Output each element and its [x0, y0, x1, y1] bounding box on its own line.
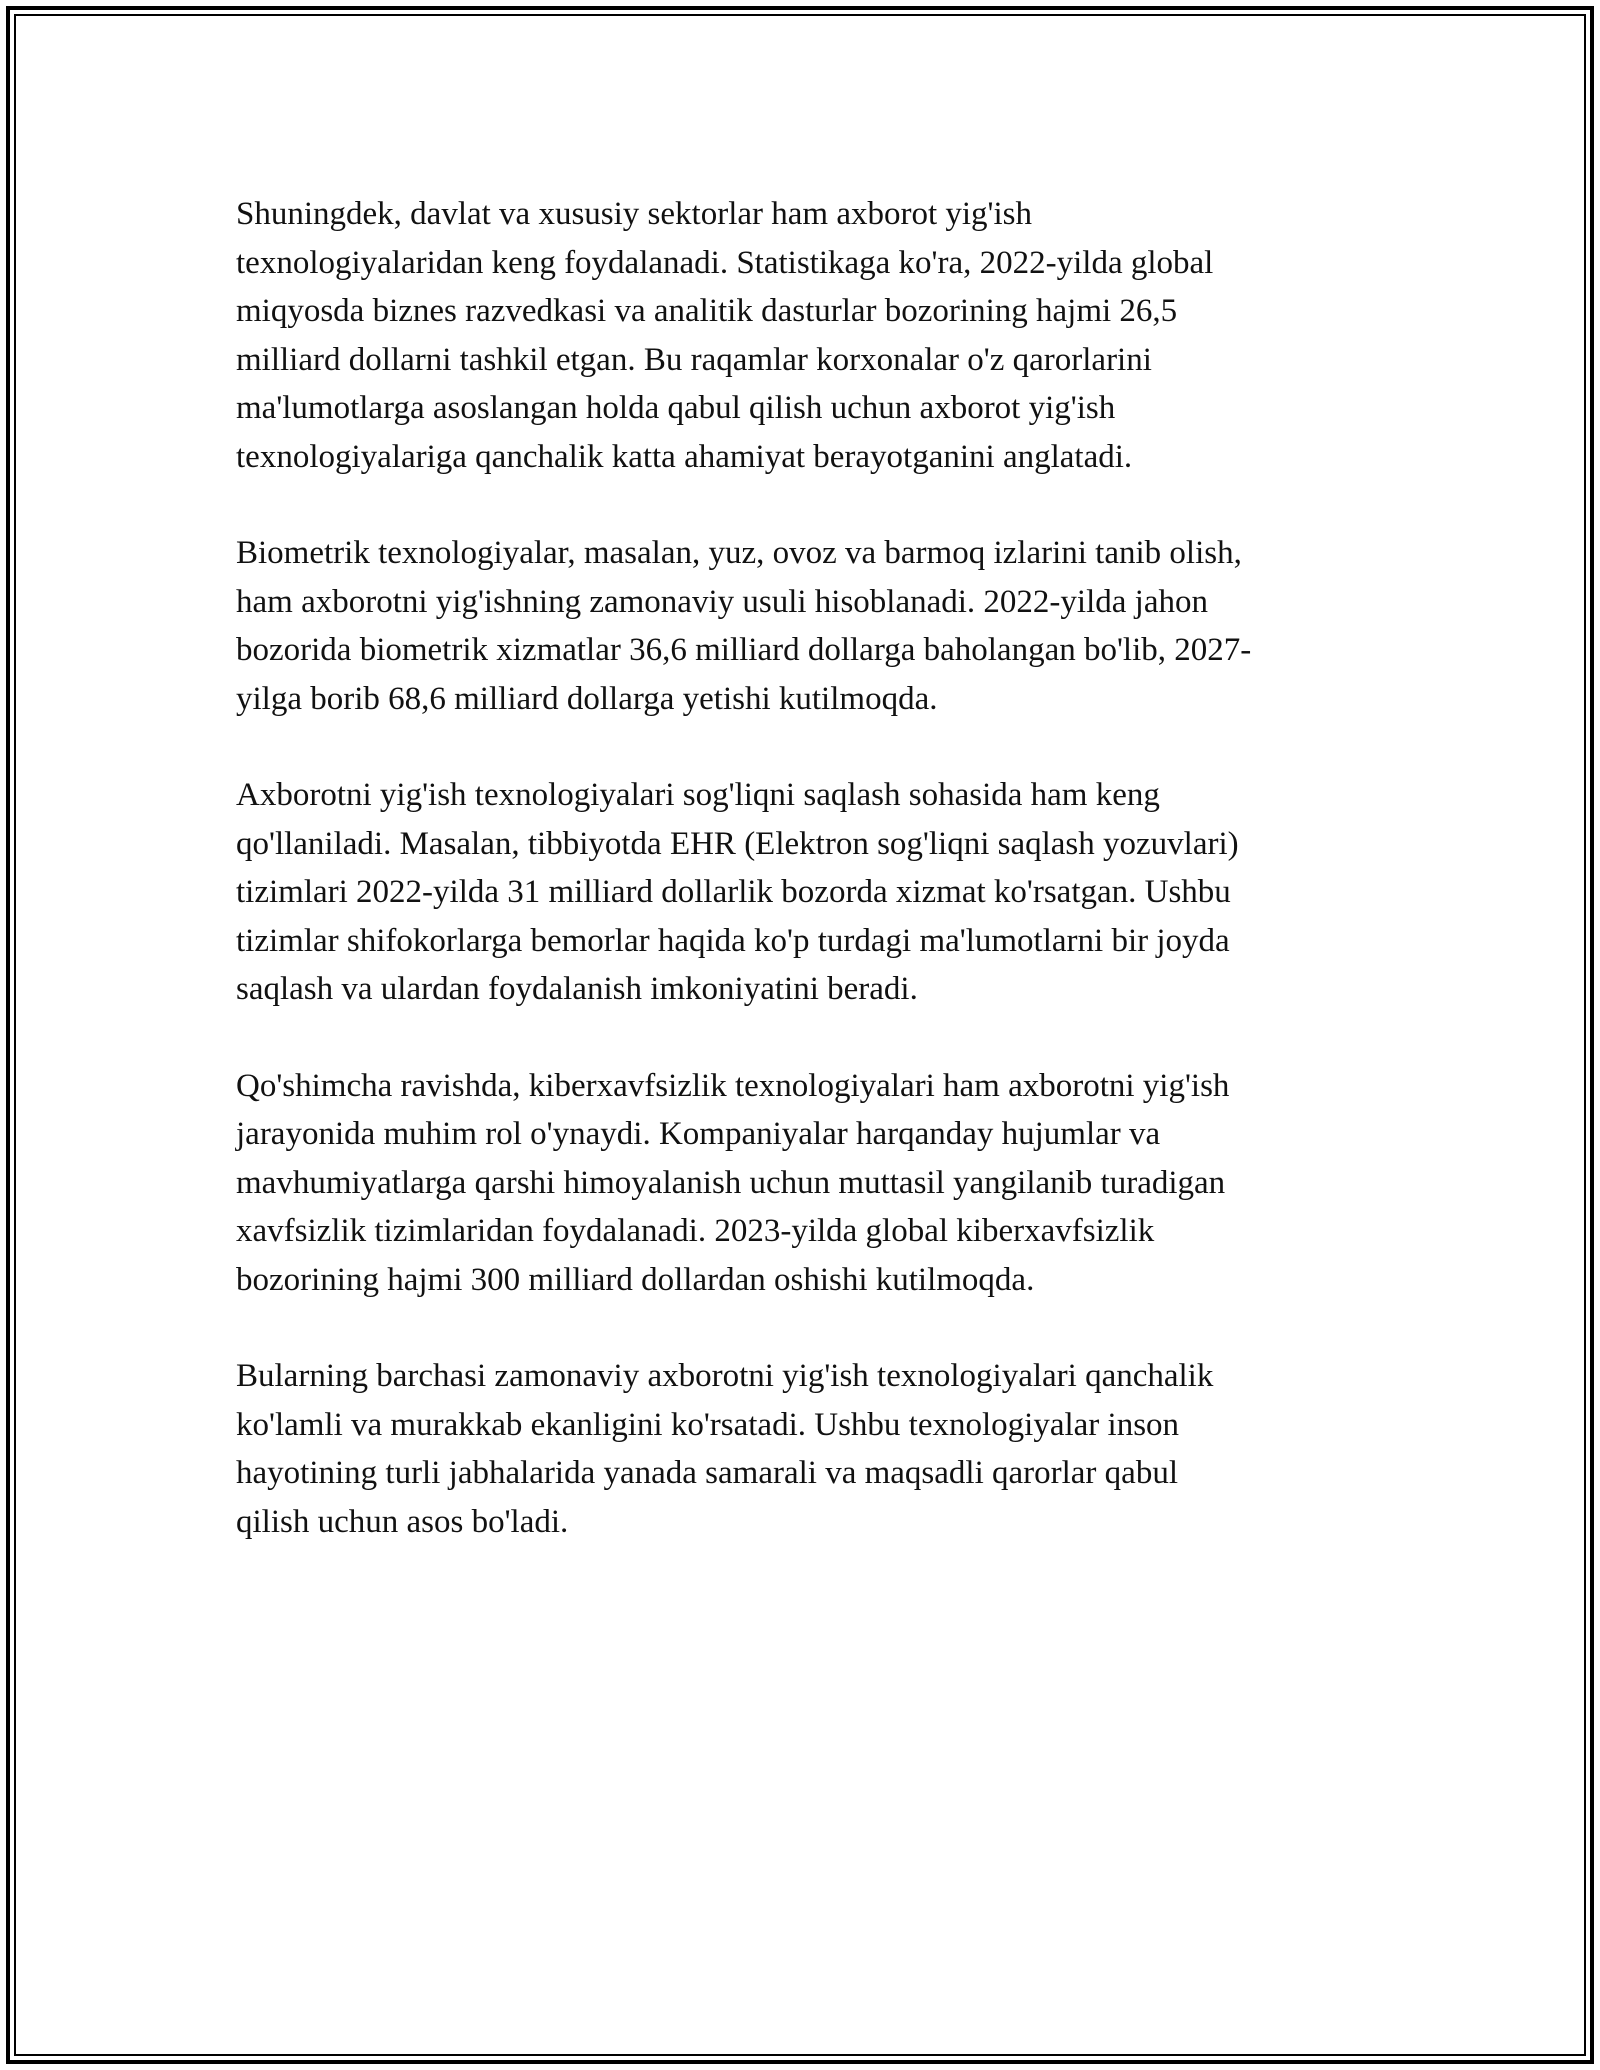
text-line: Axborotni yig'ish texnologiyalari sog'liqni saqlash sohasida ham keng — [236, 777, 1160, 813]
text-line: jarayonida muhim rol o'ynaydi. Kompaniyalar harqanday hujumlar va — [236, 1116, 1161, 1152]
text-line: saqlash va ulardan foydalanish imkoniyatini beradi. — [236, 971, 918, 1007]
text-line: miqyosda biznes razvedkasi va analitik dasturlar bozorining hajmi 26,5 — [236, 293, 1178, 329]
text-line: bozorining hajmi 300 milliard dollardan oshishi kutilmoqda. — [236, 1261, 1035, 1298]
text-line: Shuningdek, davlat va xususiy sektorlar ham axborot yig'ish — [236, 196, 1032, 232]
paragraph-5 — [236, 1352, 1376, 1546]
text-line: mavhumiyatlarga qarshi himoyalanish uchun muttasil yangilanib turadigan — [236, 1164, 1226, 1201]
text-line: ham axborotni yig'ishning zamonaviy usuli hisoblanadi. 2022-yilda jahon — [236, 583, 1208, 620]
text-line: milliard dollarni tashkil etgan. Bu raqamlar korxonalar o'z qarorlarini — [236, 341, 1152, 378]
text-line: texnologiyalariga qanchalik katta ahamiyat berayotganini anglatadi. — [236, 438, 1133, 475]
text-line: Bularning barchasi zamonaviy axborotni yig'ish texnologiyalari qanchalik — [236, 1358, 1214, 1394]
text-line: Qo'shimcha ravishda, kiberxavfsizlik texnologiyalari ham axborotni yig'ish — [236, 1067, 1230, 1104]
text-line: xavfsizlik tizimlaridan foydalanadi. 2023-yilda global kiberxavfsizlik — [236, 1213, 1155, 1249]
text-line: tizimlar shifokorlarga bemorlar haqida ko'p turdagi ma'lumotlarni bir joyda — [236, 922, 1230, 959]
text-line: ma'lumotlarga asoslangan holda qabul qilish uchun axborot yig'ish — [236, 390, 1116, 426]
paragraph-2 — [236, 529, 1376, 723]
paragraph-3 — [236, 771, 1376, 1014]
text-line: hayotining turli jabhalarida yanada samarali va maqsadli qarorlar qabul — [236, 1455, 1178, 1491]
text-line: texnologiyalaridan keng foydalanadi. Statistikaga ko'ra, 2022-yilda global — [236, 244, 1214, 281]
text-line: bozorida biometrik xizmatlar 36,6 milliard dollarga baholangan bo'lib, 2027- — [236, 632, 1252, 668]
text-line: ko'lamli va murakkab ekanligini ko'rsatadi. Ushbu texnologiyalar inson — [236, 1406, 1180, 1443]
text-line: Biometrik texnologiyalar, masalan, yuz, ovoz va barmoq izlarini tanib olish, — [236, 535, 1242, 571]
text-line: qo'llaniladi. Masalan, tibbiyotda EHR (Elektron sog'liqni saqlash yozuvlari) — [236, 825, 1239, 862]
document-body — [236, 190, 1376, 1594]
text-line: tizimlari 2022-yilda 31 milliard dollarlik bozorda xizmat ko'rsatgan. Ushbu — [236, 874, 1231, 910]
text-line: yilga borib 68,6 milliard dollarga yetishi kutilmoqda. — [236, 680, 938, 717]
text-line: qilish uchun asos bo'ladi. — [236, 1503, 569, 1540]
paragraph-1 — [236, 190, 1376, 481]
paragraph-4 — [236, 1062, 1376, 1305]
